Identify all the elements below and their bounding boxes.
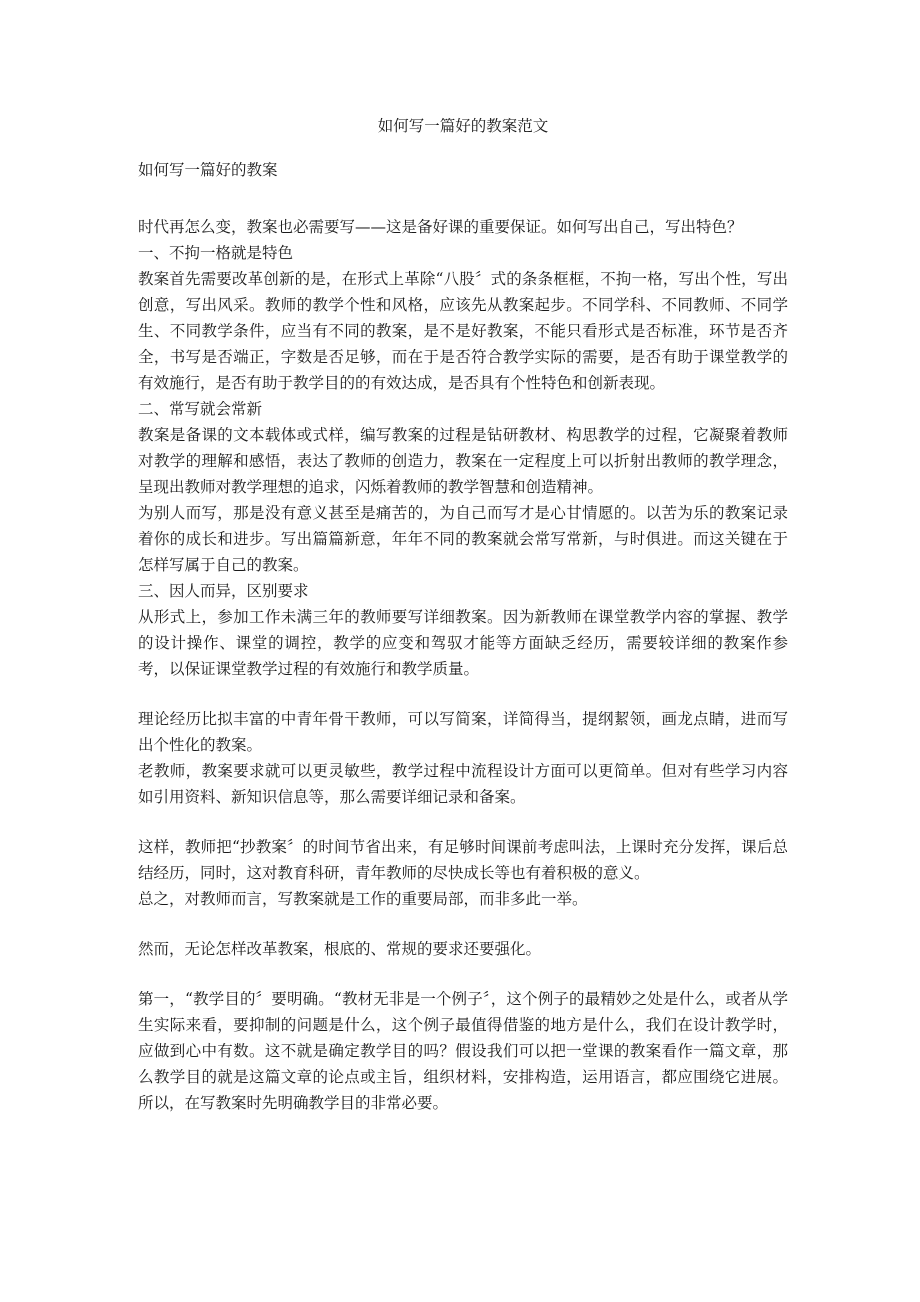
body-paragraph: 总之，对教师而言，写教案就是工作的重要局部，而非多此一举。 — [138, 890, 588, 908]
section-heading: 三、因人而异，区别要求 — [138, 582, 309, 600]
paragraph-spacer — [138, 810, 788, 834]
document-subtitle: 如何写一篇好的教案 — [138, 161, 278, 179]
body-paragraph: 这样，教师把“抄教案〞的时间节省出来，有足够时间课前考虑叫法，上课时充分发挥，课后总结经历，同时，这对教育科研，青年教师的尽快成长等也有着积极的意义。 — [138, 838, 788, 882]
body-paragraph: 时代再怎么变，教案也必需要写——这是备好课的重要保证。如何写出自己，写出特色？ — [138, 218, 743, 236]
body-paragraph: 教案首先需要改革创新的是，在形式上革除“八股〞式的条条框框，不拘一格，写出个性，写出创意，写出风采。教师的教学个性和风格，应该先从教案起步。不同学科、不同教师、不同学生、不同教学条件，应当有不同的教案，是不是好教案，不能只看形式是否标准，环节是否齐全，书写是否端正，字数是否足够，而在于是否符合教学实际的需要，是否有助于课堂教学的有效施行，是否有助于教学目的的有效达成，是否具有个性特色和创新表现。 — [138, 270, 788, 392]
body-paragraph: 理论经历比拟丰富的中青年骨干教师，可以写简案，详简得当，提纲絜领，画龙点睛，进而写出个性化的教案。 — [138, 710, 788, 754]
paragraph-spacer — [138, 682, 788, 706]
document-body — [138, 214, 788, 1116]
document-page — [138, 0, 788, 1302]
paragraph-spacer — [138, 962, 788, 986]
body-paragraph: 第一，“教学目的〞要明确。“教材无非是一个例子〞，这个例子的最精妙之处是什么，或者从学生实际来看，要抑制的问题是什么，这个例子最值得借鉴的地方是什么，我们在设计教学时，应做到心中有数。这不就是确定教学目的吗？假设我们可以把一堂课的教案看作一篇文章，那么教学目的就是这篇文章的论点或主旨，组织材料，安排构造，运用语言，都应围绕它进展。所以，在写教案时先明确教学目的非常必要。 — [138, 990, 788, 1112]
section-heading: 一、不拘一格就是特色 — [138, 244, 294, 262]
section-heading: 二、常写就会常新 — [138, 400, 263, 418]
body-paragraph: 从形式上，参加工作未满三年的教师要写详细教案。因为新教师在课堂教学内容的掌握、教学的设计操作、课堂的调控，教学的应变和驾驭才能等方面缺乏经历，需要较详细的教案作参考，以保证课堂教学过程的有效施行和教学质量。 — [138, 608, 788, 678]
body-paragraph: 老教师，教案要求就可以更灵敏些，教学过程中流程设计方面可以更简单。但对有些学习内容如引用资料、新知识信息等，那么需要详细记录和备案。 — [138, 762, 788, 806]
paragraph-spacer — [138, 912, 788, 936]
document-title: 如何写一篇好的教案范文 — [377, 117, 549, 135]
body-paragraph: 教案是备课的文本载体或式样，编写教案的过程是钻研教材、构思教学的过程，它凝聚着教师对教学的理解和感悟，表达了教师的创造力，教案在一定程度上可以折射出教师的教学理念，呈现出教师对教学理想的追求，闪烁着教师的教学智慧和创造精神。 — [138, 426, 788, 496]
body-paragraph: 然而，无论怎样改革教案，根底的、常规的要求还要强化。 — [138, 940, 542, 958]
body-paragraph: 为别人而写，那是没有意义甚至是痛苦的，为自己而写才是心甘情愿的。以苦为乐的教案记录着你的成长和进步。写出篇篇新意，年年不同的教案就会常写常新，与时俱进。而这关键在于怎样写属于自己的教案。 — [138, 504, 788, 574]
